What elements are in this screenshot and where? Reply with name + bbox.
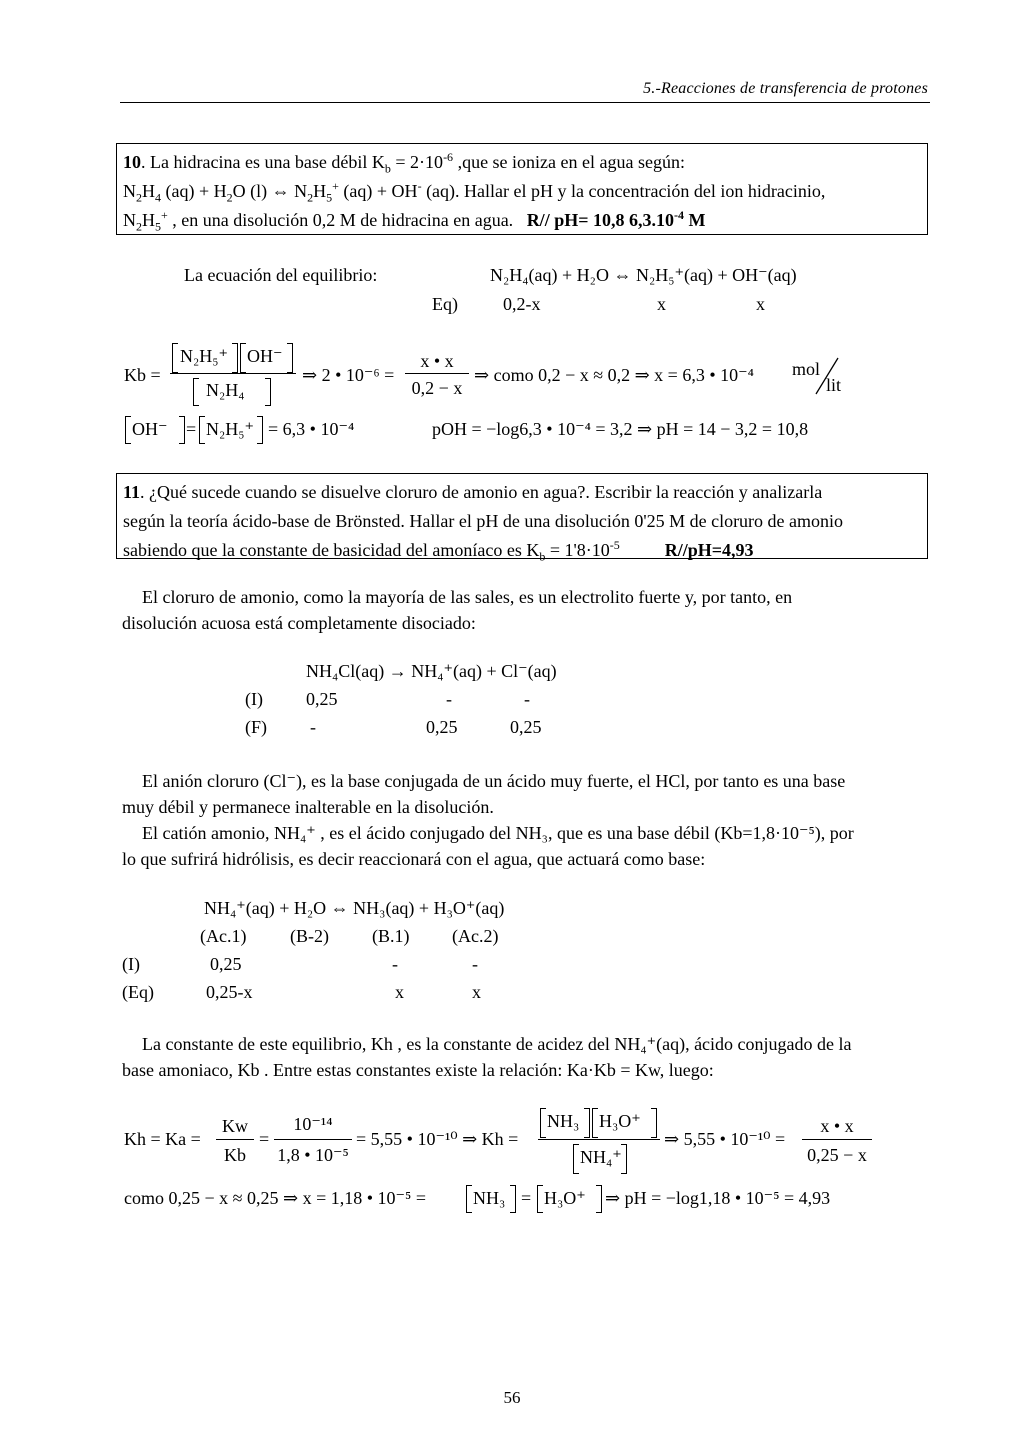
hydrolysis-reaction: NH₄⁺(aq) + H₂O ⇔ NH₃(aq) + H₃O⁺(aq): [204, 898, 505, 918]
problem-11-line-3: sabiendo que la constante de basicidad del amoníaco es $K_b = 1'8\cdot 10^{-5}$ R//pH=4,93: [123, 538, 754, 564]
bracket: [257, 416, 263, 444]
cell: -: [446, 689, 452, 709]
problem-11-line-1: 11. ¿Qué sucede cuando se disuelve cloruro de amonio en agua?. Escribir la reacción y analizarla: [123, 482, 823, 502]
fraction-denominator: Kb: [224, 1145, 246, 1165]
bracket: [466, 1185, 472, 1213]
oh-concentration: OH⁻: [132, 419, 168, 439]
kh-denominator: NH₄⁺: [580, 1147, 622, 1167]
header-rule: [120, 102, 930, 103]
cell: 0,25: [510, 717, 542, 737]
problem-10-line-2: $N_2H_4$ $(aq) + H_2O$ (l) ⇔ $N_2H_5^+$ (aq) + OH- (aq). Hallar el pH y la concentración del ion hidracinio,: [123, 179, 826, 205]
fraction-line: [538, 1139, 660, 1140]
problem-number: 10: [123, 152, 141, 172]
bracket: [179, 416, 185, 444]
bracket: [510, 1185, 516, 1213]
n2h5-concentration: N₂H₅⁺: [206, 419, 255, 439]
paragraph: El anión cloruro (Cl⁻), es la base conjugada de un ácido muy fuerte, el HCl, por tanto es una base muy débil y permanece inalterable en la disolución. El catión amonio, NH₄⁺ , es el ácido conjugado del NH₃, que es una base débil (Kb=1,8·10⁻⁵), por lo que sufrirá hidrólisis, es decir reaccionará con el agua, que actuará como base:: [122, 771, 854, 869]
fraction-numerator: Kw: [222, 1116, 248, 1136]
cell: x: [472, 982, 481, 1002]
kb-numerator: N₂H₅⁺: [180, 346, 229, 366]
bracket: [232, 343, 238, 373]
fraction-line: [802, 1139, 872, 1140]
equals: =: [259, 1129, 270, 1149]
bracket: [651, 1108, 657, 1138]
row-label: (I): [245, 689, 263, 709]
bracket: [592, 1108, 598, 1138]
running-title: 5.-Reacciones de transferencia de protones: [643, 80, 928, 97]
unit-lit: lit: [826, 375, 842, 395]
role-label: (B-2): [290, 926, 329, 946]
equilibrium-label: La ecuación del equilibrio:: [184, 265, 378, 285]
bracket: [125, 416, 131, 444]
fraction-denominator: 0,25 − x: [807, 1145, 867, 1165]
final-calculation: como 0,25 − x ≈ 0,25 ⇒ x = 1,18 • 10⁻⁵ =: [124, 1188, 426, 1208]
bracket: [240, 343, 246, 373]
page-number: 56: [503, 1388, 521, 1407]
cell: -: [392, 954, 398, 974]
bracket: [199, 416, 205, 444]
kb-denominator: N₂H₄: [206, 380, 245, 400]
kb-tail: ⇒ como 0,2 − x ≈ 0,2 ⇒ x = 6,3 • 10⁻⁴: [474, 365, 754, 385]
problem-10-line-1: 10. La hidracina es una base débil $K_b = 2\cdot 10^{-6}$ ,que se ioniza en el agua según:: [123, 150, 685, 176]
bracket: [621, 1144, 627, 1174]
answer: R//pH=4,93: [664, 540, 754, 560]
bracket: [172, 343, 178, 373]
role-label: (Ac.2): [452, 926, 499, 946]
cell: -: [524, 689, 530, 709]
problem-10-box: [116, 143, 928, 235]
problem-number: 11: [123, 482, 141, 502]
ph-result: ⇒ pH = −log1,18 • 10⁻⁵ = 4,93: [605, 1188, 831, 1208]
kb-numerator: OH⁻: [247, 346, 283, 366]
bracket: [265, 378, 271, 406]
eq-row-label: Eq): [432, 294, 458, 314]
poh-calculation: pOH = −log6,3 • 10⁻⁴ = 3,2 ⇒ pH = 14 − 3,2 = 10,8: [432, 419, 809, 439]
problem-11-line-2: según la teoría ácido-base de Brönsted. Hallar el pH de una disolución 0'25 M de cloruro de amonio: [123, 511, 844, 531]
fraction-denominator: 0,2 − x: [411, 378, 463, 398]
cell: -: [472, 954, 478, 974]
row-label: (Eq): [122, 982, 154, 1002]
role-label: (Ac.1): [200, 926, 247, 946]
paragraph: La constante de este equilibrio, Kh , es la constante de acidez del NH₄⁺(aq), ácido conjugado de la base amoniaco, Kb . Entre estas constantes existe la relación: Ka·Kb = Kw, luego:: [122, 1034, 852, 1080]
fraction-line: [405, 373, 469, 374]
bracket: [584, 1108, 590, 1138]
fraction-line: [216, 1139, 254, 1140]
equilibrium-reaction: N₂H₄(aq) + H₂O ⇔ N₂H₅⁺(aq) + OH⁻(aq): [490, 265, 797, 285]
cell: 0,25: [306, 689, 338, 709]
fraction-line: [170, 373, 296, 374]
cell: x: [395, 982, 404, 1002]
row-label: (I): [122, 954, 140, 974]
eq-value: 0,2-x: [503, 294, 541, 314]
kh-numerator: H₃O⁺: [599, 1111, 641, 1131]
problem-11-box: [116, 473, 928, 564]
paragraph: El cloruro de amonio, como la mayoría de las sales, es un electrolito fuerte y, por tanto, en disolución acuosa está completamente disociado:: [122, 587, 793, 633]
fraction-numerator: 10⁻¹⁴: [293, 1114, 333, 1134]
dissociation-reaction: NH₄Cl(aq) → NH₄⁺(aq) + Cl⁻(aq): [306, 661, 557, 681]
fraction-numerator: x • x: [420, 351, 454, 371]
kb-lhs: Kb =: [124, 365, 161, 385]
bracket: [596, 1185, 602, 1213]
bracket: [573, 1144, 579, 1174]
answer: R// pH= 10,8 $6,3.10^{-4}$ M: [526, 208, 706, 230]
bracket: [537, 1185, 543, 1213]
kh-numerator: NH₃: [547, 1111, 580, 1131]
h3o-concentration: H₃O⁺: [544, 1188, 586, 1208]
cell: -: [310, 717, 316, 737]
row-label: (F): [245, 717, 267, 737]
cell: 0,25-x: [206, 982, 253, 1002]
fraction-numerator: x • x: [820, 1116, 854, 1136]
unit-mol: mol: [792, 359, 821, 379]
problem-10-line-3: $N_2H_5^+$ , en una disolución 0,2 M de hidracina en agua. R// pH= 10,8 $6,3.10^{-4}$ M: [123, 208, 706, 234]
fraction-denominator: 1,8 • 10⁻⁵: [277, 1145, 349, 1165]
bracket: [540, 1108, 546, 1138]
role-label: (B.1): [372, 926, 410, 946]
kh-mid: = 5,55 • 10⁻¹⁰ ⇒ Kh =: [356, 1129, 519, 1149]
equals: =: [521, 1188, 532, 1208]
cell: 0,25: [426, 717, 458, 737]
cell: 0,25: [210, 954, 242, 974]
fraction-line: [274, 1139, 352, 1140]
kh-lhs: Kh = Ka =: [124, 1129, 201, 1149]
kh-mid-2: ⇒ 5,55 • 10⁻¹⁰ =: [664, 1129, 786, 1149]
bracket: [287, 343, 293, 373]
equals: =: [186, 419, 197, 439]
nh3-concentration: NH₃: [473, 1188, 506, 1208]
bracket: [193, 378, 199, 406]
oh-value: = 6,3 • 10⁻⁴: [268, 419, 355, 439]
eq-value: x: [657, 294, 666, 314]
kb-mid: ⇒ 2 • 10⁻⁶ =: [302, 365, 395, 385]
eq-value: x: [756, 294, 765, 314]
